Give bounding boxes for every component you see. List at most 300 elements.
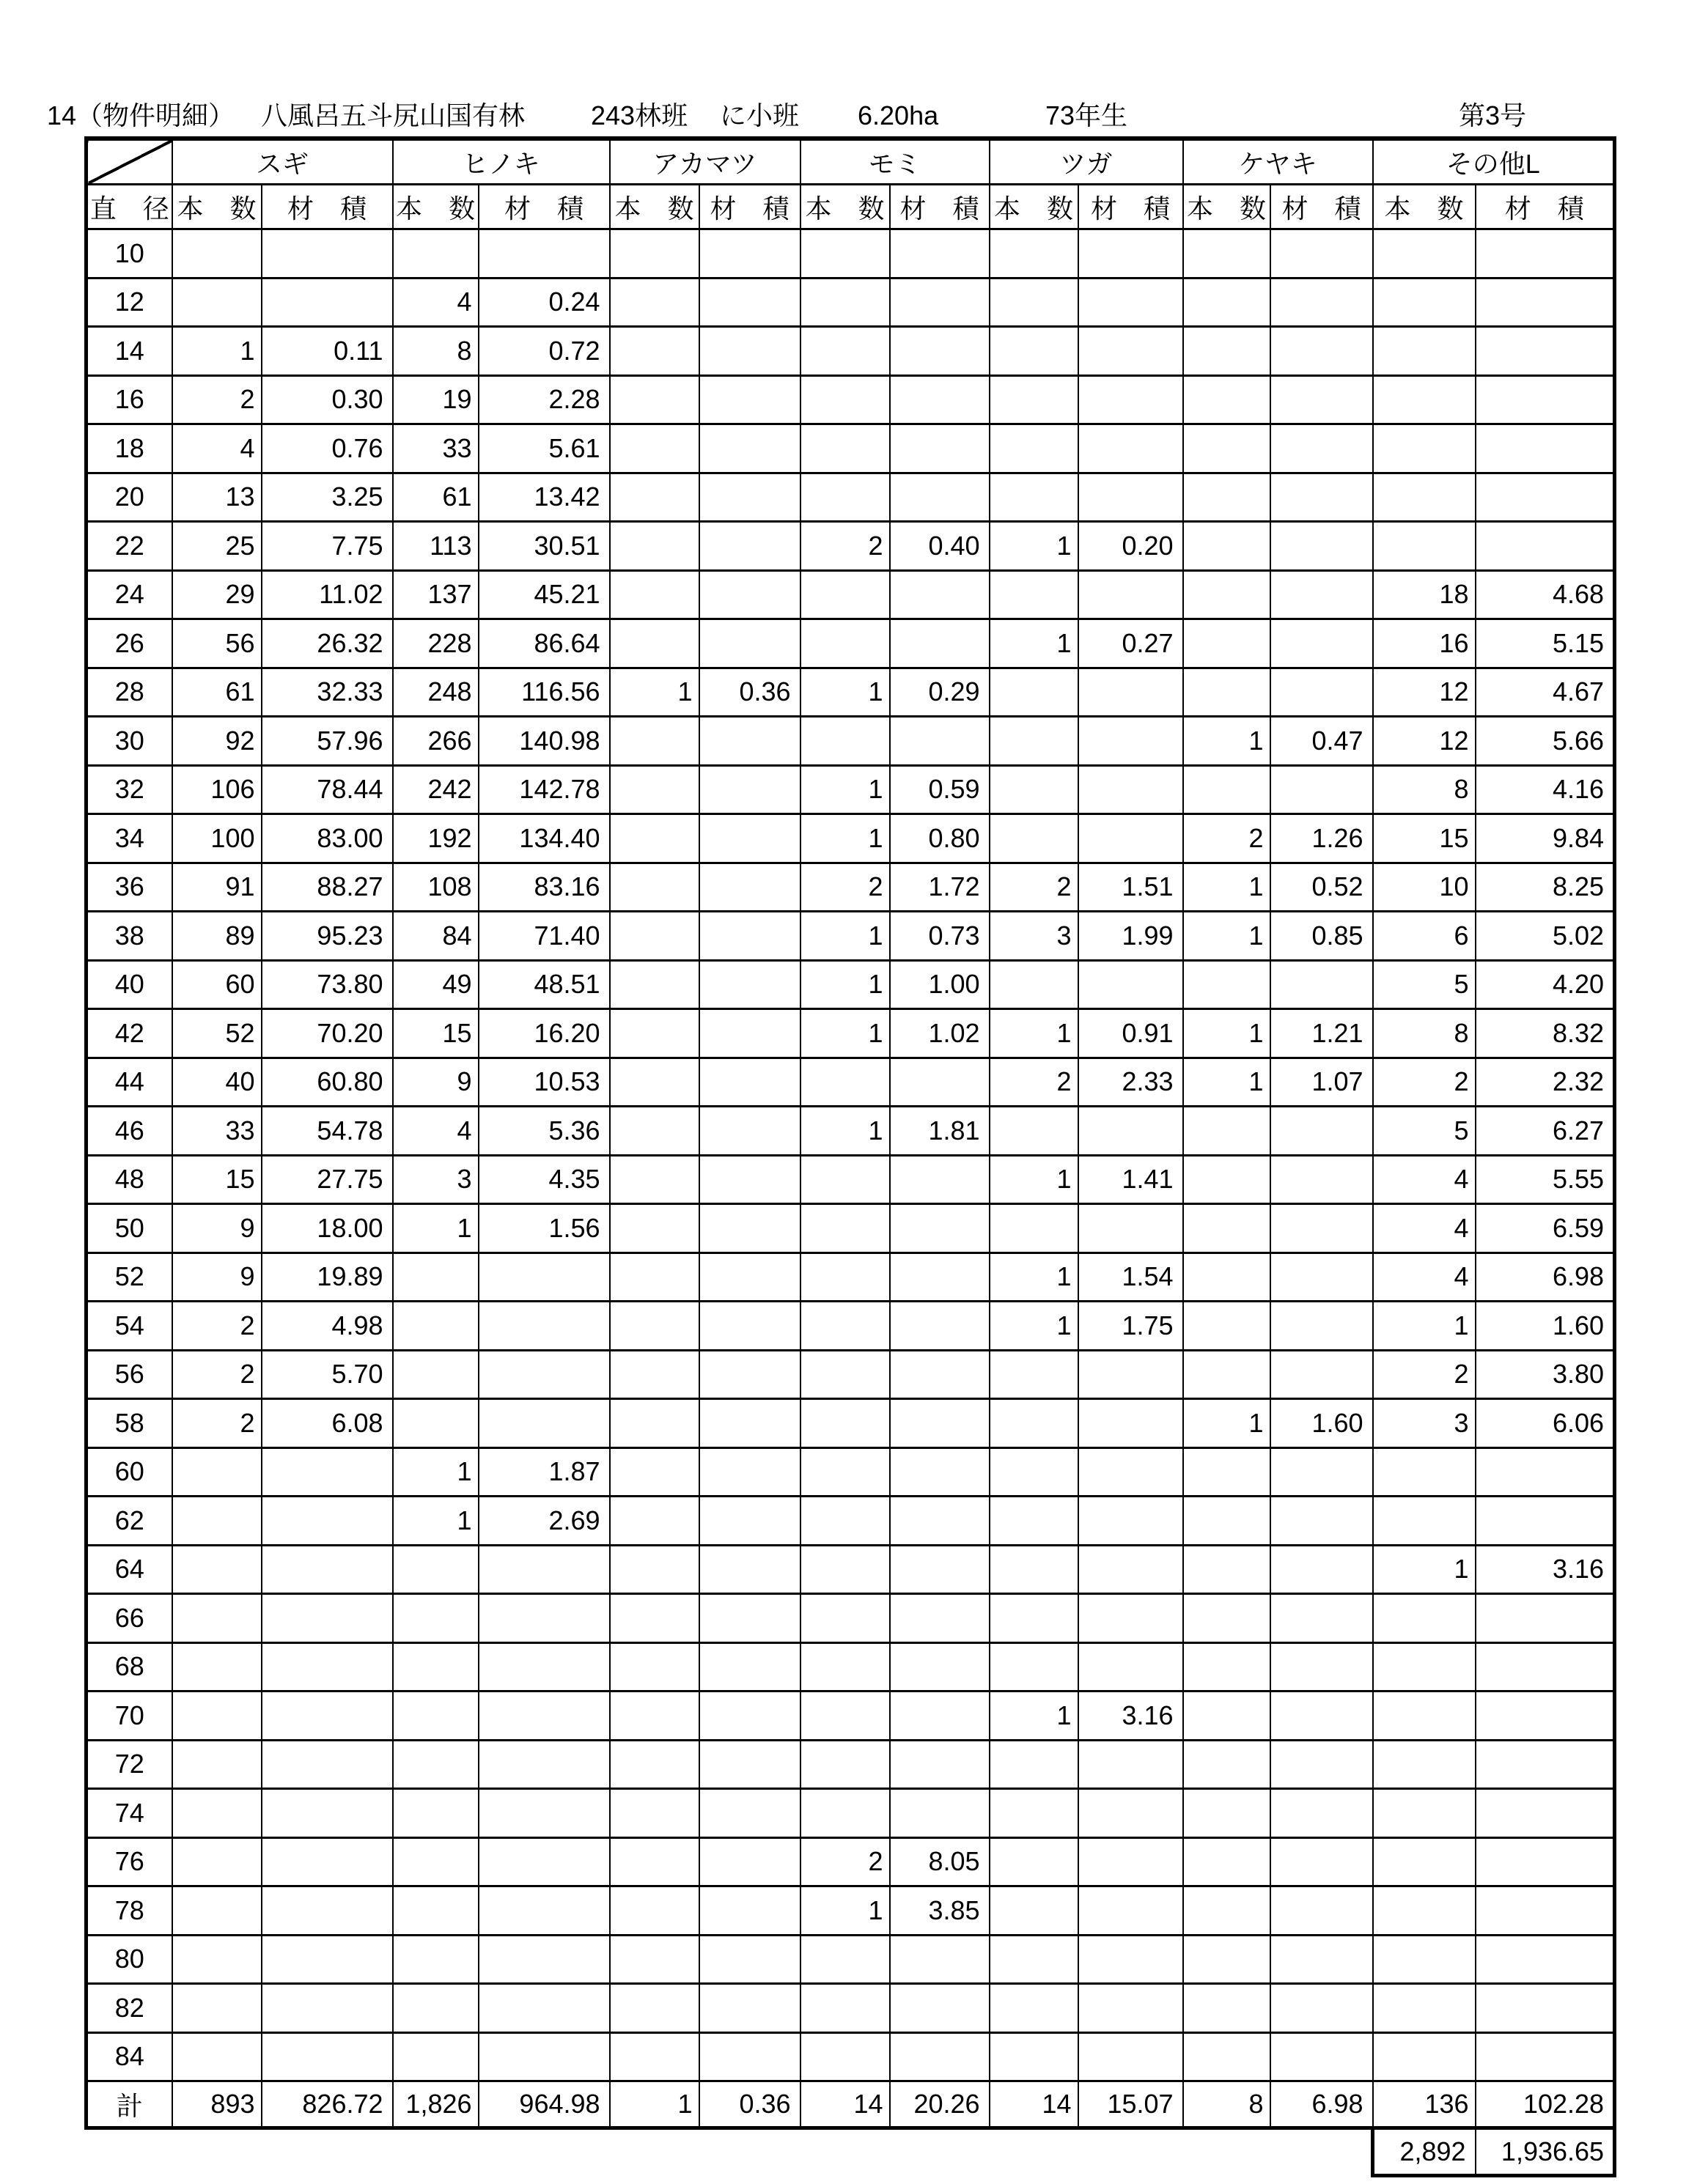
table-row-10 (86, 229, 1615, 278)
momi-count-cell (800, 1399, 890, 1448)
hinoki-count-cell (393, 1789, 479, 1838)
other-count-cell: 4 (1373, 1204, 1476, 1253)
diameter-cell: 68 (86, 1642, 172, 1692)
sugi-volume-cell (262, 1447, 393, 1497)
other-volume-cell (1476, 1594, 1615, 1643)
hinoki-count-cell (393, 1545, 479, 1594)
other-count-cell: 18 (1373, 570, 1476, 619)
tsuga-volume-cell (1078, 717, 1183, 766)
momi-volume-cell (890, 1204, 990, 1253)
tsuga-volume-cell (1078, 1204, 1183, 1253)
table-row-50 (86, 1204, 1615, 1253)
keyaki-volume-cell: 1.60 (1270, 1399, 1373, 1448)
keyaki-volume-cell (1270, 619, 1373, 668)
momi-count-cell (800, 278, 890, 327)
momi-volume-cell (890, 1447, 990, 1497)
tsuga-volume-cell (1078, 1837, 1183, 1886)
akamatsu-volume-cell (699, 1837, 800, 1886)
other-count-cell: 1 (1373, 1302, 1476, 1351)
akamatsu-count-cell (610, 1935, 699, 1984)
hinoki-volume-cell: 5.61 (479, 424, 610, 473)
keyaki-count-cell: 2 (1183, 814, 1270, 863)
akamatsu-volume-cell (699, 1447, 800, 1497)
sugi-count-cell: 91 (172, 863, 262, 912)
other-volume-cell: 3.80 (1476, 1350, 1615, 1399)
diameter-cell: 60 (86, 1447, 172, 1497)
diameter-cell: 計 (86, 2081, 172, 2128)
momi-volume-cell: 3.85 (890, 1886, 990, 1936)
table-row-60 (86, 1447, 1615, 1497)
momi-count-cell: 1 (800, 814, 890, 863)
sugi-volume-cell: 27.75 (262, 1155, 393, 1204)
hinoki-volume-cell (479, 1984, 610, 2033)
other-count-cell (1373, 1447, 1476, 1497)
sugi-volume-cell (262, 1545, 393, 1594)
akamatsu-volume-cell: 0.36 (699, 668, 800, 717)
hinoki-volume-cell (479, 1302, 610, 1351)
sugi-volume-cell (262, 1935, 393, 1984)
table-area (84, 136, 1616, 2177)
other-count-cell (1373, 327, 1476, 376)
other-volume-cell (1476, 1740, 1615, 1789)
akamatsu-volume-cell (699, 1740, 800, 1789)
diameter-cell: 84 (86, 2032, 172, 2081)
sugi-count-cell (172, 229, 262, 278)
diameter-cell: 80 (86, 1935, 172, 1984)
tsuga-count-cell (990, 375, 1078, 424)
keyaki-count-cell (1183, 1253, 1270, 1302)
sugi-count-cell: 13 (172, 473, 262, 522)
momi-count-cell (800, 1594, 890, 1643)
keyaki-count-cell (1183, 619, 1270, 668)
akamatsu-volume-cell (699, 1204, 800, 1253)
hinoki-count-cell (393, 1350, 479, 1399)
akamatsu-volume-cell (699, 229, 800, 278)
keyaki-volume-cell (1270, 522, 1373, 571)
akamatsu-volume-cell (699, 1692, 800, 1741)
keyaki-volume-cell (1270, 327, 1373, 376)
species-header-hinoki: ヒノキ (393, 139, 610, 185)
momi-count-cell (800, 717, 890, 766)
hinoki-count-cell: 1 (393, 1447, 479, 1497)
akamatsu-count-cell (610, 278, 699, 327)
akamatsu-volume-cell (699, 327, 800, 376)
tsuga-volume-cell: 3.16 (1078, 1692, 1183, 1741)
hinoki-count-cell: 113 (393, 522, 479, 571)
keyaki-count-cell (1183, 1497, 1270, 1546)
sugi-volume-cell: 6.08 (262, 1399, 393, 1448)
corner-diagonal-cell (86, 139, 172, 185)
momi-count-cell (800, 1058, 890, 1107)
tsuga-volume-cell: 1.51 (1078, 863, 1183, 912)
hinoki-volume-cell (479, 1594, 610, 1643)
akamatsu-count-cell (610, 1107, 699, 1156)
other-volume-cell (1476, 1935, 1615, 1984)
diameter-cell: 54 (86, 1302, 172, 1351)
diameter-cell: 82 (86, 1984, 172, 2033)
tsuga-volume-cell (1078, 1399, 1183, 1448)
diameter-header: 直 径 (86, 185, 172, 229)
momi-volume-cell: 0.40 (890, 522, 990, 571)
sugi-count-cell: 9 (172, 1204, 262, 1253)
tsuga-count-cell: 2 (990, 863, 1078, 912)
akamatsu-count-header: 本 数 (610, 185, 699, 229)
other-volume-cell: 1.60 (1476, 1302, 1615, 1351)
hinoki-volume-cell: 86.64 (479, 619, 610, 668)
other-count-cell: 5 (1373, 960, 1476, 1009)
other-count-cell: 12 (1373, 668, 1476, 717)
momi-count-cell: 14 (800, 2081, 890, 2128)
sugi-count-cell (172, 1740, 262, 1789)
momi-count-cell (800, 570, 890, 619)
hinoki-volume-cell (479, 1350, 610, 1399)
sugi-count-cell: 33 (172, 1107, 262, 1156)
hinoki-volume-cell: 30.51 (479, 522, 610, 571)
akamatsu-count-cell (610, 1058, 699, 1107)
sugi-volume-cell (262, 2032, 393, 2081)
other-count-cell: 6 (1373, 912, 1476, 961)
other-count-cell: 15 (1373, 814, 1476, 863)
table-row-52 (86, 1253, 1615, 1302)
table-row-78 (86, 1886, 1615, 1936)
keyaki-count-cell (1183, 522, 1270, 571)
momi-volume-cell: 0.29 (890, 668, 990, 717)
tsuga-count-cell (990, 473, 1078, 522)
grand-total-row (86, 2128, 1615, 2176)
tsuga-count-cell (990, 1545, 1078, 1594)
diameter-cell: 12 (86, 278, 172, 327)
other-count-cell: 136 (1373, 2081, 1476, 2128)
diameter-cell: 28 (86, 668, 172, 717)
momi-volume-cell (890, 1935, 990, 1984)
hinoki-count-cell: 8 (393, 327, 479, 376)
hinoki-count-cell (393, 1886, 479, 1936)
sugi-count-cell (172, 1935, 262, 1984)
tsuga-count-cell (990, 1447, 1078, 1497)
tsuga-count-cell (990, 1350, 1078, 1399)
hinoki-count-cell: 1 (393, 1497, 479, 1546)
keyaki-volume-cell: 1.26 (1270, 814, 1373, 863)
tsuga-count-cell (990, 668, 1078, 717)
akamatsu-volume-cell (699, 1302, 800, 1351)
sugi-volume-cell: 11.02 (262, 570, 393, 619)
keyaki-count-cell (1183, 278, 1270, 327)
akamatsu-volume-cell (699, 912, 800, 961)
diameter-cell: 48 (86, 1155, 172, 1204)
sugi-volume-cell: 88.27 (262, 863, 393, 912)
hinoki-count-cell (393, 229, 479, 278)
akamatsu-count-cell (610, 1789, 699, 1838)
momi-count-cell (800, 2032, 890, 2081)
other-count-cell (1373, 375, 1476, 424)
momi-count-cell (800, 1497, 890, 1546)
other-count-cell (1373, 473, 1476, 522)
keyaki-count-cell (1183, 327, 1270, 376)
keyaki-volume-cell: 6.98 (1270, 2081, 1373, 2128)
other-volume-cell: 6.06 (1476, 1399, 1615, 1448)
diameter-cell: 20 (86, 473, 172, 522)
akamatsu-volume-cell (699, 1984, 800, 2033)
akamatsu-volume-cell (699, 1642, 800, 1692)
hinoki-volume-cell: 0.24 (479, 278, 610, 327)
keyaki-count-cell (1183, 1642, 1270, 1692)
title-bar (0, 100, 1708, 132)
momi-volume-cell (890, 1302, 990, 1351)
hinoki-volume-cell (479, 1789, 610, 1838)
momi-volume-cell (890, 1984, 990, 2033)
momi-volume-cell: 0.73 (890, 912, 990, 961)
sugi-volume-cell: 826.72 (262, 2081, 393, 2128)
diameter-cell: 18 (86, 424, 172, 473)
tsuga-volume-cell (1078, 1594, 1183, 1643)
hinoki-volume-cell: 45.21 (479, 570, 610, 619)
tsuga-volume-cell: 1.75 (1078, 1302, 1183, 1351)
sugi-volume-cell: 57.96 (262, 717, 393, 766)
keyaki-volume-cell (1270, 1447, 1373, 1497)
hinoki-volume-cell: 48.51 (479, 960, 610, 1009)
akamatsu-count-cell (610, 2032, 699, 2081)
akamatsu-count-cell: 1 (610, 668, 699, 717)
other-volume-cell (1476, 473, 1615, 522)
hinoki-count-header: 本 数 (393, 185, 479, 229)
sugi-count-cell: 29 (172, 570, 262, 619)
species-header-sugi: スギ (172, 139, 393, 185)
momi-volume-cell (890, 1692, 990, 1741)
keyaki-count-cell (1183, 570, 1270, 619)
other-volume-cell (1476, 229, 1615, 278)
other-volume-cell (1476, 424, 1615, 473)
tsuga-count-cell: 1 (990, 1302, 1078, 1351)
hinoki-volume-cell (479, 1399, 610, 1448)
sugi-volume-cell: 54.78 (262, 1107, 393, 1156)
keyaki-count-cell: 1 (1183, 863, 1270, 912)
keyaki-count-cell (1183, 1594, 1270, 1643)
table-row-76 (86, 1837, 1615, 1886)
akamatsu-count-cell (610, 814, 699, 863)
akamatsu-volume-cell (699, 960, 800, 1009)
hinoki-volume-cell (479, 229, 610, 278)
keyaki-count-cell: 1 (1183, 912, 1270, 961)
other-count-cell: 4 (1373, 1155, 1476, 1204)
akamatsu-volume-cell (699, 717, 800, 766)
momi-volume-cell (890, 1399, 990, 1448)
sugi-count-header: 本 数 (172, 185, 262, 229)
momi-volume-cell (890, 1350, 990, 1399)
momi-count-cell (800, 327, 890, 376)
diameter-cell: 24 (86, 570, 172, 619)
momi-count-cell (800, 1692, 890, 1741)
tsuga-volume-header: 材 積 (1078, 185, 1183, 229)
tsuga-volume-cell: 15.07 (1078, 2081, 1183, 2128)
momi-volume-cell (890, 1545, 990, 1594)
akamatsu-volume-cell (699, 765, 800, 814)
keyaki-volume-cell (1270, 765, 1373, 814)
sugi-count-cell: 2 (172, 375, 262, 424)
momi-count-cell (800, 1984, 890, 2033)
akamatsu-volume-cell (699, 1107, 800, 1156)
other-volume-cell (1476, 2032, 1615, 2081)
other-volume-cell: 5.02 (1476, 912, 1615, 961)
sugi-volume-cell (262, 1837, 393, 1886)
stand-table (84, 136, 1616, 2177)
keyaki-volume-cell (1270, 668, 1373, 717)
akamatsu-count-cell (610, 424, 699, 473)
akamatsu-count-cell (610, 1302, 699, 1351)
akamatsu-count-cell (610, 1545, 699, 1594)
akamatsu-volume-cell (699, 1058, 800, 1107)
akamatsu-volume-cell (699, 278, 800, 327)
momi-count-cell (800, 1302, 890, 1351)
momi-volume-cell: 20.26 (890, 2081, 990, 2128)
sugi-volume-cell: 18.00 (262, 1204, 393, 1253)
tsuga-count-cell: 14 (990, 2081, 1078, 2128)
akamatsu-count-cell (610, 1886, 699, 1936)
momi-count-cell: 1 (800, 960, 890, 1009)
tsuga-count-cell: 1 (990, 1155, 1078, 1204)
table-row-total (86, 2081, 1615, 2128)
akamatsu-count-cell (610, 619, 699, 668)
momi-volume-cell (890, 375, 990, 424)
sugi-volume-cell (262, 1984, 393, 2033)
hinoki-volume-cell: 1.87 (479, 1447, 610, 1497)
sugi-count-cell: 92 (172, 717, 262, 766)
sugi-volume-cell: 83.00 (262, 814, 393, 863)
tsuga-count-cell (990, 1107, 1078, 1156)
tsuga-count-cell (990, 1642, 1078, 1692)
sugi-count-cell (172, 2032, 262, 2081)
akamatsu-count-cell (610, 863, 699, 912)
tsuga-count-cell (990, 570, 1078, 619)
momi-volume-cell (890, 278, 990, 327)
other-volume-cell (1476, 1984, 1615, 2033)
hinoki-volume-cell: 134.40 (479, 814, 610, 863)
hinoki-count-cell (393, 1642, 479, 1692)
keyaki-volume-cell: 0.47 (1270, 717, 1373, 766)
tsuga-volume-cell (1078, 1545, 1183, 1594)
keyaki-volume-cell (1270, 229, 1373, 278)
sugi-count-cell (172, 1545, 262, 1594)
keyaki-volume-cell (1270, 1935, 1373, 1984)
momi-volume-cell: 0.59 (890, 765, 990, 814)
momi-count-cell (800, 1350, 890, 1399)
keyaki-count-cell: 1 (1183, 717, 1270, 766)
hinoki-count-cell: 1 (393, 1204, 479, 1253)
keyaki-count-cell (1183, 1545, 1270, 1594)
keyaki-count-cell (1183, 229, 1270, 278)
hinoki-count-cell: 228 (393, 619, 479, 668)
momi-volume-cell: 1.72 (890, 863, 990, 912)
hinoki-volume-cell (479, 2032, 610, 2081)
akamatsu-count-cell (610, 1253, 699, 1302)
diameter-cell: 76 (86, 1837, 172, 1886)
hinoki-count-cell: 266 (393, 717, 479, 766)
diameter-cell: 36 (86, 863, 172, 912)
hinoki-count-cell: 4 (393, 1107, 479, 1156)
akamatsu-count-cell (610, 1447, 699, 1497)
akamatsu-volume-cell (699, 814, 800, 863)
other-volume-cell: 102.28 (1476, 2081, 1615, 2128)
akamatsu-volume-cell (699, 570, 800, 619)
momi-volume-cell (890, 717, 990, 766)
keyaki-volume-cell: 1.21 (1270, 1009, 1373, 1058)
hinoki-volume-cell (479, 1253, 610, 1302)
akamatsu-volume-cell (699, 522, 800, 571)
other-count-cell (1373, 522, 1476, 571)
hinoki-volume-cell: 13.42 (479, 473, 610, 522)
keyaki-volume-cell (1270, 424, 1373, 473)
tsuga-volume-cell (1078, 765, 1183, 814)
species-header-momi: モミ (800, 139, 990, 185)
sugi-count-cell: 52 (172, 1009, 262, 1058)
table-row-30 (86, 717, 1615, 766)
sub-compartment: に小班 (720, 100, 800, 130)
hinoki-volume-cell: 71.40 (479, 912, 610, 961)
momi-count-cell: 2 (800, 1837, 890, 1886)
hinoki-volume-cell (479, 1692, 610, 1741)
tsuga-count-cell (990, 327, 1078, 376)
sugi-volume-cell: 19.89 (262, 1253, 393, 1302)
momi-volume-cell (890, 2032, 990, 2081)
akamatsu-count-cell (610, 1497, 699, 1546)
table-row-42 (86, 1009, 1615, 1058)
table-row-72 (86, 1740, 1615, 1789)
other-count-cell (1373, 1594, 1476, 1643)
hinoki-volume-cell (479, 1740, 610, 1789)
keyaki-count-cell: 8 (1183, 2081, 1270, 2128)
other-count-cell: 16 (1373, 619, 1476, 668)
keyaki-volume-cell (1270, 2032, 1373, 2081)
sugi-count-cell: 25 (172, 522, 262, 571)
tsuga-volume-cell (1078, 1935, 1183, 1984)
keyaki-count-cell (1183, 1984, 1270, 2033)
akamatsu-count-cell (610, 570, 699, 619)
table-row-62 (86, 1497, 1615, 1546)
hinoki-count-cell: 61 (393, 473, 479, 522)
other-volume-cell (1476, 1886, 1615, 1936)
keyaki-volume-cell (1270, 1789, 1373, 1838)
hinoki-volume-cell: 140.98 (479, 717, 610, 766)
table-row-18 (86, 424, 1615, 473)
momi-count-cell (800, 1935, 890, 1984)
momi-count-cell: 1 (800, 912, 890, 961)
akamatsu-count-cell (610, 473, 699, 522)
tsuga-volume-cell (1078, 375, 1183, 424)
hinoki-count-cell (393, 1837, 479, 1886)
table-row-56 (86, 1350, 1615, 1399)
sugi-count-cell (172, 1984, 262, 2033)
tsuga-count-cell (990, 1789, 1078, 1838)
sugi-volume-cell: 0.30 (262, 375, 393, 424)
hinoki-volume-cell: 83.16 (479, 863, 610, 912)
other-volume-cell (1476, 522, 1615, 571)
table-row-64 (86, 1545, 1615, 1594)
tsuga-count-cell (990, 229, 1078, 278)
table-row-44 (86, 1058, 1615, 1107)
keyaki-count-cell: 1 (1183, 1058, 1270, 1107)
keyaki-volume-cell (1270, 375, 1373, 424)
momi-count-cell (800, 1789, 890, 1838)
sugi-volume-header: 材 積 (262, 185, 393, 229)
other-count-cell: 12 (1373, 717, 1476, 766)
other-volume-cell (1476, 327, 1615, 376)
other-count-cell: 2 (1373, 1058, 1476, 1107)
table-row-20 (86, 473, 1615, 522)
other-volume-cell: 6.59 (1476, 1204, 1615, 1253)
tsuga-count-cell (990, 1837, 1078, 1886)
other-count-cell (1373, 1642, 1476, 1692)
other-count-cell (1373, 1789, 1476, 1838)
table-row-24 (86, 570, 1615, 619)
